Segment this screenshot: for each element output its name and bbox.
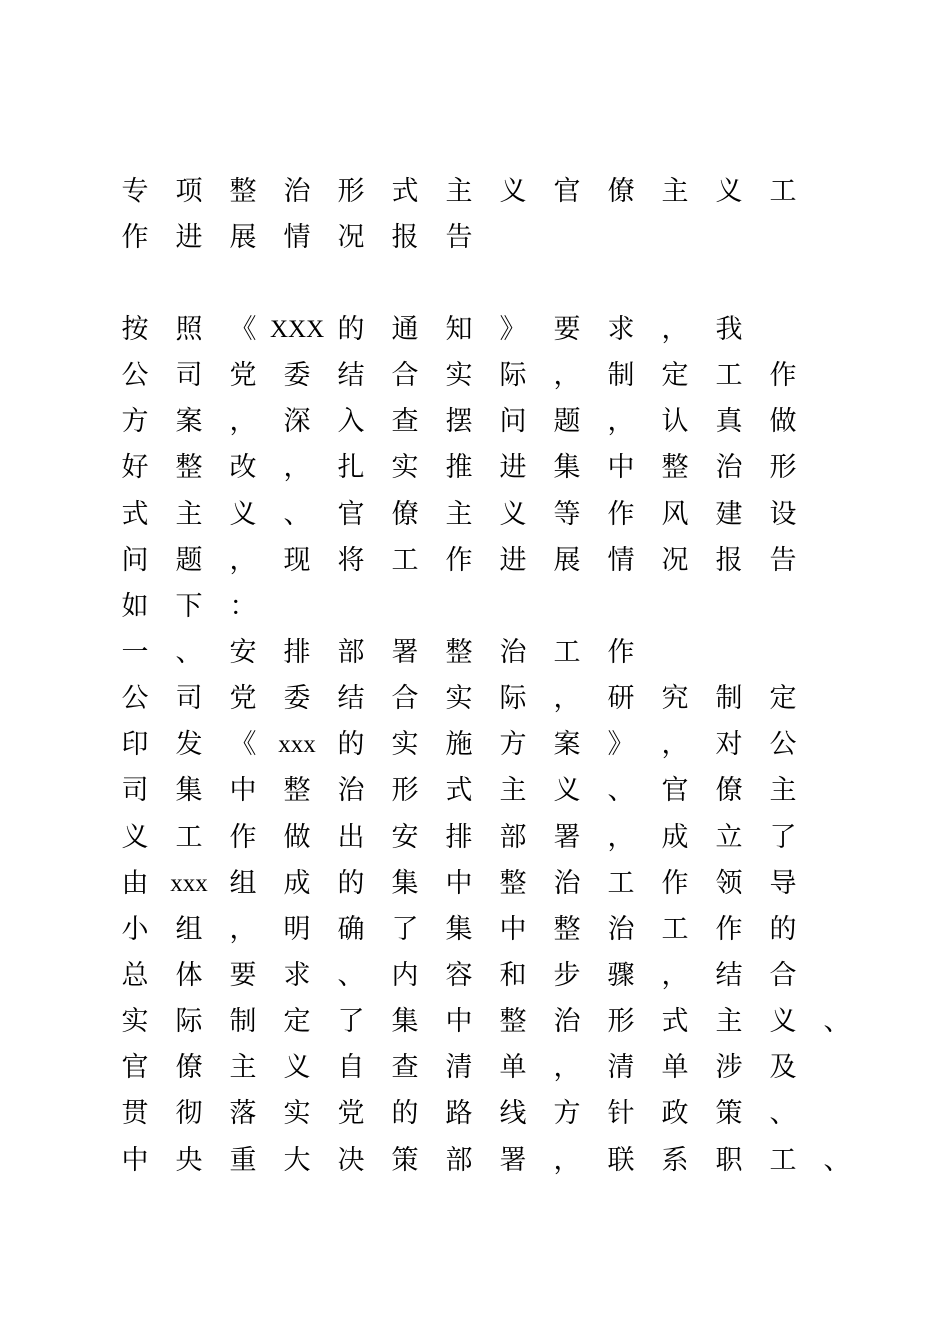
character: 扎: [337, 452, 365, 483]
character: 研: [607, 683, 635, 714]
character: 报: [715, 545, 743, 576]
character: 部: [445, 1145, 473, 1176]
character: 际: [175, 1006, 203, 1037]
character: 定: [769, 683, 797, 714]
character: 整: [499, 868, 527, 899]
character: 义: [769, 1006, 797, 1037]
character: 项: [175, 176, 203, 207]
character: 内: [391, 960, 419, 991]
character: 僚: [175, 1052, 203, 1083]
character: 主: [229, 1052, 257, 1083]
character: 公: [121, 683, 149, 714]
character: 实: [283, 1098, 311, 1129]
character: 清: [607, 1052, 635, 1083]
character: 通: [391, 314, 419, 345]
character: 形: [391, 775, 419, 806]
character: 治: [283, 176, 311, 207]
body-line: [0, 445, 950, 491]
character: 大: [283, 1145, 311, 1176]
character: 党: [337, 1098, 365, 1129]
character: 委: [283, 683, 311, 714]
character: 单: [499, 1052, 527, 1083]
character: 职: [715, 1145, 743, 1176]
character: 涉: [715, 1052, 743, 1083]
character: 义: [553, 775, 581, 806]
character: 制: [715, 683, 743, 714]
character: 》: [499, 314, 527, 345]
character: 成: [283, 868, 311, 899]
character: 集: [445, 914, 473, 945]
character: ，: [607, 822, 635, 853]
character: 式: [445, 775, 473, 806]
character: 了: [769, 822, 797, 853]
character: 、: [607, 775, 635, 806]
character: 部: [337, 637, 365, 668]
character: 合: [769, 960, 797, 991]
character: 、: [283, 499, 311, 530]
character: 及: [769, 1052, 797, 1083]
character: 求: [607, 314, 635, 345]
character: 推: [445, 452, 473, 483]
character: 查: [391, 1052, 419, 1083]
character: ，: [229, 406, 257, 437]
character: 主: [175, 499, 203, 530]
character: 由: [121, 868, 149, 899]
character: 实: [391, 452, 419, 483]
character: 等: [553, 499, 581, 530]
character: ，: [661, 960, 689, 991]
character: 政: [661, 1098, 689, 1129]
character: 深: [283, 406, 311, 437]
character: 案: [553, 729, 581, 760]
body-line: [0, 768, 950, 814]
character: 彻: [175, 1098, 203, 1129]
character: 实: [445, 360, 473, 391]
latin-token: xxx: [170, 870, 208, 897]
character: 的: [337, 868, 365, 899]
character: 官: [553, 176, 581, 207]
character: 公: [769, 729, 797, 760]
character: 义: [121, 822, 149, 853]
character: 结: [337, 360, 365, 391]
character: 整: [553, 914, 581, 945]
character: 、: [175, 637, 203, 668]
character: 的: [337, 729, 365, 760]
character: 党: [229, 683, 257, 714]
character: 官: [121, 1052, 149, 1083]
character: 方: [553, 1098, 581, 1129]
character: 做: [283, 822, 311, 853]
character: 定: [661, 360, 689, 391]
character: 组: [175, 914, 203, 945]
character: 一: [121, 637, 149, 668]
character: 建: [715, 499, 743, 530]
character: 义: [283, 1052, 311, 1083]
character: 工: [769, 1145, 797, 1176]
character: 况: [661, 545, 689, 576]
character: 路: [445, 1098, 473, 1129]
character: 僚: [391, 499, 419, 530]
character: 工: [553, 637, 581, 668]
body-line: [0, 676, 950, 722]
character: 总: [121, 960, 149, 991]
character: 设: [769, 499, 797, 530]
character: 作: [715, 914, 743, 945]
character: 整: [175, 452, 203, 483]
character: 定: [283, 1006, 311, 1037]
character: 形: [607, 1006, 635, 1037]
character: 领: [715, 868, 743, 899]
body-line: [0, 1091, 950, 1137]
character: 整: [445, 637, 473, 668]
character: 司: [175, 360, 203, 391]
character: 出: [337, 822, 365, 853]
character: 工: [607, 868, 635, 899]
character: 作: [229, 822, 257, 853]
character: 步: [553, 960, 581, 991]
character: 式: [121, 499, 149, 530]
body-line: [0, 538, 950, 584]
character: 展: [229, 222, 257, 253]
character: 《: [229, 729, 257, 760]
body-line: [0, 492, 950, 538]
character: 进: [499, 452, 527, 483]
character: 施: [445, 729, 473, 760]
character: 治: [499, 637, 527, 668]
character: 中: [499, 914, 527, 945]
character: 策: [715, 1098, 743, 1129]
character: 要: [553, 314, 581, 345]
character: 认: [661, 406, 689, 437]
character: 问: [499, 406, 527, 437]
character: 际: [499, 360, 527, 391]
character: 形: [337, 176, 365, 207]
title-line: [0, 169, 950, 215]
character: 集: [175, 775, 203, 806]
character: 策: [391, 1145, 419, 1176]
latin-token: XXX: [270, 316, 325, 343]
character: 僚: [715, 775, 743, 806]
character: 将: [337, 545, 365, 576]
character: 工: [175, 822, 203, 853]
character: 署: [499, 1145, 527, 1176]
character: 制: [229, 1006, 257, 1037]
character: 究: [661, 683, 689, 714]
character: 主: [661, 176, 689, 207]
character: 印: [121, 729, 149, 760]
character: 司: [175, 683, 203, 714]
character: 况: [337, 222, 365, 253]
character: 工: [661, 914, 689, 945]
character: 集: [391, 868, 419, 899]
character: 重: [229, 1145, 257, 1176]
character: 整: [661, 452, 689, 483]
character: 司: [121, 775, 149, 806]
character: 整: [229, 176, 257, 207]
character: 中: [445, 868, 473, 899]
character: ，: [661, 314, 689, 345]
character: 作: [445, 545, 473, 576]
body-line: [0, 353, 950, 399]
character: 主: [769, 775, 797, 806]
character: 如: [121, 591, 149, 622]
character: 告: [445, 222, 473, 253]
character: 改: [229, 452, 257, 483]
character: 中: [445, 1006, 473, 1037]
character: 部: [499, 822, 527, 853]
character: 了: [337, 1006, 365, 1037]
character: 作: [769, 360, 797, 391]
body-line: [0, 1138, 950, 1184]
character: 委: [283, 360, 311, 391]
character: 际: [499, 683, 527, 714]
character: 署: [391, 637, 419, 668]
character: ，: [553, 683, 581, 714]
character: 的: [337, 314, 365, 345]
character: 僚: [607, 176, 635, 207]
character: 情: [283, 222, 311, 253]
character: 义: [715, 176, 743, 207]
character: 整: [499, 1006, 527, 1037]
character: 形: [769, 452, 797, 483]
character: 摆: [445, 406, 473, 437]
character: 的: [391, 1098, 419, 1129]
character: 中: [607, 452, 635, 483]
character: 展: [553, 545, 581, 576]
character: 作: [607, 499, 635, 530]
character: 组: [229, 868, 257, 899]
character: 》: [607, 729, 635, 760]
character: 作: [661, 868, 689, 899]
character: 作: [121, 222, 149, 253]
body-line: [0, 815, 950, 861]
character: 风: [661, 499, 689, 530]
character: ，: [229, 545, 257, 576]
character: 义: [499, 176, 527, 207]
title-line: [0, 215, 950, 261]
character: 单: [661, 1052, 689, 1083]
character: 情: [607, 545, 635, 576]
character: 现: [283, 545, 311, 576]
character: 进: [175, 222, 203, 253]
character: 问: [121, 545, 149, 576]
character: 主: [445, 499, 473, 530]
character: 中: [229, 775, 257, 806]
character: 结: [715, 960, 743, 991]
character: 落: [229, 1098, 257, 1129]
character: ，: [661, 729, 689, 760]
character: 整: [283, 775, 311, 806]
character: 合: [391, 360, 419, 391]
character: 体: [175, 960, 203, 991]
character: 系: [661, 1145, 689, 1176]
character: 线: [499, 1098, 527, 1129]
character: 照: [175, 314, 203, 345]
character: ，: [553, 1052, 581, 1083]
character: 报: [391, 222, 419, 253]
body-line: [0, 722, 950, 768]
body-line: [0, 584, 950, 630]
body-line: [0, 861, 950, 907]
character: 清: [445, 1052, 473, 1083]
character: 制: [607, 360, 635, 391]
character: 义: [229, 499, 257, 530]
character: 、: [769, 1098, 797, 1129]
character: 、: [823, 1145, 851, 1176]
character: 结: [337, 683, 365, 714]
character: ，: [283, 452, 311, 483]
character: 式: [391, 176, 419, 207]
character: 导: [769, 868, 797, 899]
character: 公: [121, 360, 149, 391]
character: 对: [715, 729, 743, 760]
character: 官: [337, 499, 365, 530]
latin-token: xxx: [278, 731, 316, 758]
character: 联: [607, 1145, 635, 1176]
body-line: [0, 399, 950, 445]
character: 入: [337, 406, 365, 437]
character: 官: [661, 775, 689, 806]
character: 容: [445, 960, 473, 991]
character: 进: [499, 545, 527, 576]
character: 实: [445, 683, 473, 714]
body-line: [0, 907, 950, 953]
character: 成: [661, 822, 689, 853]
character: 实: [121, 1006, 149, 1037]
character: 立: [715, 822, 743, 853]
character: 贯: [121, 1098, 149, 1129]
character: 主: [445, 176, 473, 207]
character: 作: [607, 637, 635, 668]
character: 排: [283, 637, 311, 668]
character: 工: [391, 545, 419, 576]
character: 安: [391, 822, 419, 853]
character: 好: [121, 452, 149, 483]
body-line: [0, 999, 950, 1045]
character: 求: [283, 960, 311, 991]
character: 工: [769, 176, 797, 207]
character: 按: [121, 314, 149, 345]
character: 集: [553, 452, 581, 483]
character: 专: [121, 176, 149, 207]
character: 知: [445, 314, 473, 345]
character: ，: [607, 406, 635, 437]
character: 治: [607, 914, 635, 945]
character: 的: [769, 914, 797, 945]
body-line: [0, 307, 950, 353]
character: 明: [283, 914, 311, 945]
section-heading: [0, 630, 950, 676]
character: 题: [175, 545, 203, 576]
character: 决: [337, 1145, 365, 1176]
character: 要: [229, 960, 257, 991]
character: 治: [715, 452, 743, 483]
character: 实: [391, 729, 419, 760]
body-line: [0, 953, 950, 999]
character: 治: [337, 775, 365, 806]
character: 合: [391, 683, 419, 714]
character: 告: [769, 545, 797, 576]
character: 发: [175, 729, 203, 760]
character: 方: [121, 406, 149, 437]
character: 骤: [607, 960, 635, 991]
character: 小: [121, 914, 149, 945]
character: 央: [175, 1145, 203, 1176]
character: 自: [337, 1052, 365, 1083]
character: 、: [337, 960, 365, 991]
character: 查: [391, 406, 419, 437]
character: 了: [391, 914, 419, 945]
character: 治: [553, 1006, 581, 1037]
character: 安: [229, 637, 257, 668]
character: 集: [391, 1006, 419, 1037]
character: 真: [715, 406, 743, 437]
character: 我: [715, 314, 743, 345]
character: 和: [499, 960, 527, 991]
character: 式: [661, 1006, 689, 1037]
character: ，: [553, 1145, 581, 1176]
character: 署: [553, 822, 581, 853]
character: 做: [769, 406, 797, 437]
character: 、: [823, 1006, 851, 1037]
character: 主: [715, 1006, 743, 1037]
character: ，: [229, 914, 257, 945]
character: 题: [553, 406, 581, 437]
character: 义: [499, 499, 527, 530]
character: ：: [229, 591, 257, 622]
character: 中: [121, 1145, 149, 1176]
character: 主: [499, 775, 527, 806]
character: 针: [607, 1098, 635, 1129]
character: 确: [337, 914, 365, 945]
character: 下: [175, 591, 203, 622]
character: 《: [229, 314, 257, 345]
character: 排: [445, 822, 473, 853]
character: 方: [499, 729, 527, 760]
character: 案: [175, 406, 203, 437]
character: 工: [715, 360, 743, 391]
character: 治: [553, 868, 581, 899]
character: ，: [553, 360, 581, 391]
body-line: [0, 1045, 950, 1091]
character: 党: [229, 360, 257, 391]
